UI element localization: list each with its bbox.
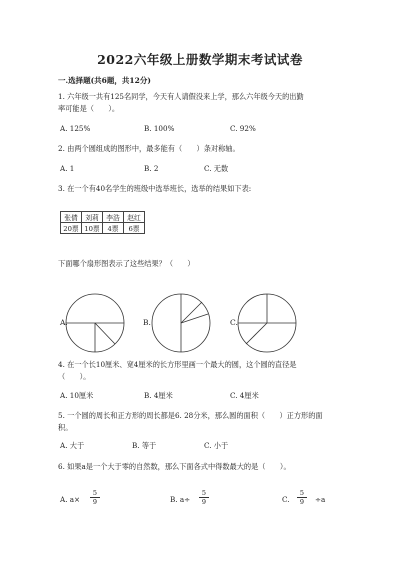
q6-option-c-suffix: ÷a: [315, 495, 326, 504]
q6-option-b-fraction: [199, 489, 209, 506]
q1-option-b[interactable]: B. 100%: [144, 124, 175, 133]
question-5-line-2: 积。: [58, 423, 73, 432]
q6-option-a-prefix: A. a×: [60, 495, 81, 504]
table-header-cell: 刘莉: [82, 212, 103, 223]
pie-chart-c: [236, 292, 298, 354]
q6-option-b-prefix: B. a÷: [170, 495, 191, 504]
table-header-cell: 李浩: [103, 212, 124, 223]
table-header-cell: 张倩: [61, 212, 82, 223]
q4-option-a[interactable]: A. 10厘米: [60, 391, 94, 400]
question-2-options: [60, 164, 360, 176]
pie-chart-a: [64, 292, 126, 354]
q5-option-a[interactable]: A. 大于: [60, 441, 85, 450]
table-cell: 4票: [103, 223, 124, 234]
question-6-text: 6. 如果a是一个大于零的自然数，那么下面各式中得数最大的是（ ）。: [58, 462, 291, 471]
table-cell: 6票: [124, 223, 145, 234]
question-3: [58, 183, 358, 195]
q1-option-a[interactable]: A. 125%: [60, 124, 91, 133]
question-4-line-2: （ ）。: [58, 372, 91, 381]
question-2-text: 2. 由两个圆组成的图形中，最多能有（ ）条对称轴。: [58, 144, 240, 153]
q5-option-b[interactable]: B. 等于: [132, 441, 157, 450]
question-3-question: 下面哪个扇形图表示了这些结果？（ ）: [58, 259, 195, 268]
question-1: [58, 91, 358, 115]
table-header-cell: 赵红: [124, 212, 145, 223]
table-cell: 20票: [61, 223, 82, 234]
numerator: 5: [199, 489, 209, 498]
q1-option-c[interactable]: C. 92%: [230, 124, 256, 133]
question-1-line-2: 率可能是（ ）。: [58, 104, 120, 113]
denominator: 9: [201, 498, 207, 506]
q3-option-b[interactable]: B.: [143, 318, 151, 327]
q2-option-b[interactable]: B. 2: [144, 164, 159, 173]
question-3-text: 3. 在一个有40名学生的班级中选举班长，选举的结果如下表:: [58, 184, 252, 193]
q6-option-c-fraction: [297, 489, 307, 506]
question-6: [58, 461, 358, 473]
q3-option-a[interactable]: A.: [60, 318, 68, 327]
page-title: 2022六年级上册数学期末考试试卷: [97, 52, 303, 67]
numerator: 5: [90, 489, 100, 498]
question-5: [58, 410, 358, 434]
question-3-prompt: [58, 258, 358, 270]
question-4-options: [60, 391, 360, 403]
question-1-options: [60, 124, 360, 136]
election-results-table: [60, 211, 145, 234]
denominator: 9: [299, 498, 305, 506]
pie-chart-b: [150, 292, 212, 354]
q5-option-c[interactable]: C. 小于: [204, 441, 229, 450]
q3-option-c[interactable]: C.: [230, 318, 238, 327]
question-4: [58, 359, 358, 383]
q4-option-b[interactable]: B. 4厘米: [144, 391, 173, 400]
question-4-line-1: 4. 在一个长10厘米、宽4厘米的长方形里画一个最大的圆，这个圆的直径是: [58, 360, 297, 369]
question-2: [58, 143, 358, 155]
section-heading: 一.选择题(共6题，共12分): [58, 76, 151, 85]
q2-option-a[interactable]: A. 1: [60, 164, 75, 173]
table-row: [61, 223, 145, 234]
table-cell: 10票: [82, 223, 103, 234]
q6-option-a-fraction: [90, 489, 100, 506]
q6-option-c-prefix: C.: [282, 495, 290, 504]
denominator: 9: [92, 498, 98, 506]
numerator: 5: [297, 489, 307, 498]
q4-option-c[interactable]: C. 4厘米: [230, 391, 259, 400]
question-5-options: [60, 441, 360, 453]
q2-option-c[interactable]: C. 无数: [204, 164, 229, 173]
question-5-line-1: 5. 一个圆的周长和正方形的周长都是6. 28分米，那么圆的面积（ ）正方形的面: [58, 411, 323, 420]
question-1-line-1: 1. 六年级一共有125名同学，今天有人请假没来上学，那么六年级今天的出勤: [58, 92, 304, 101]
table-row: [61, 212, 145, 223]
